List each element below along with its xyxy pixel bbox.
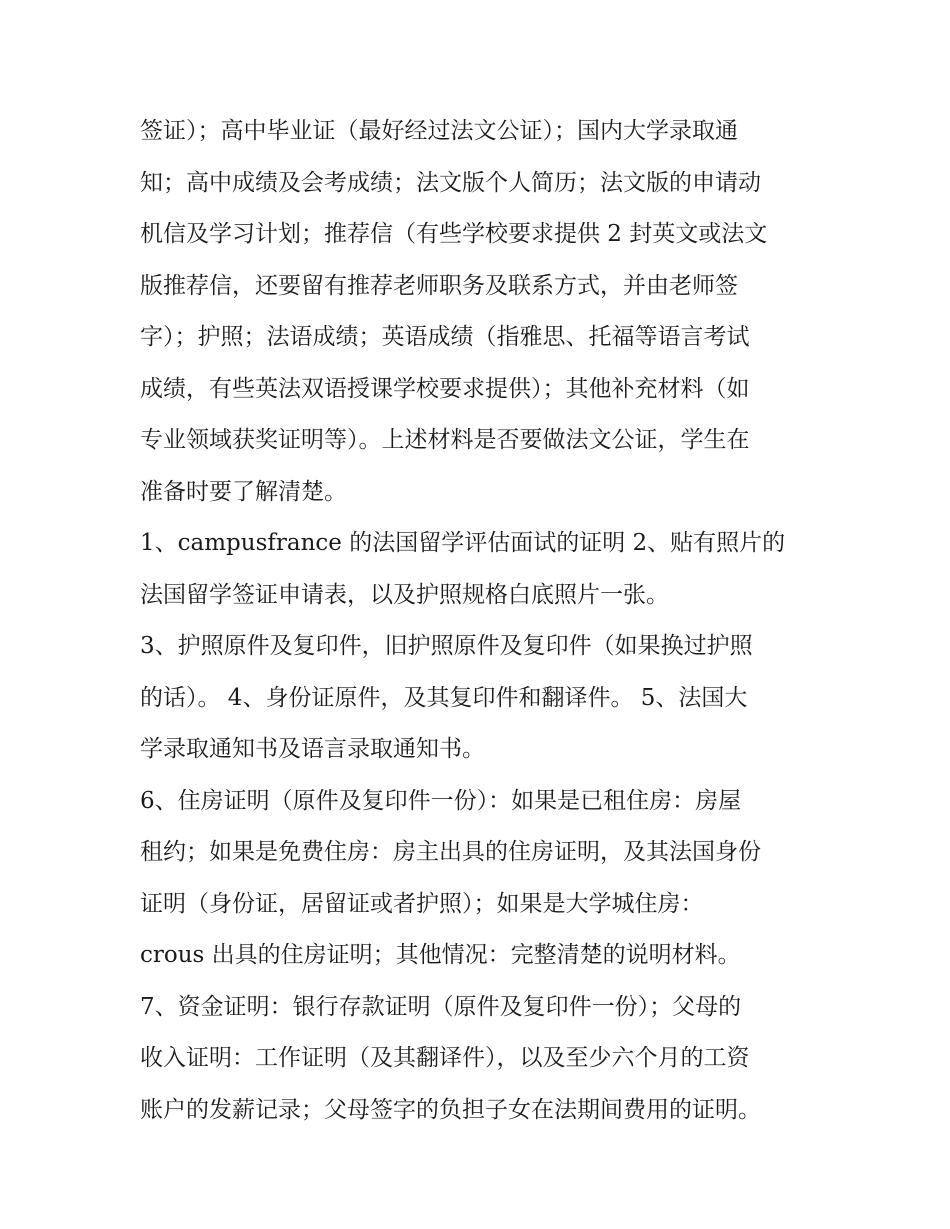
list-item-3: 3、护照原件及复印件，旧护照原件及复印件（如果换过护照 (140, 633, 753, 659)
text-line: 字）；护照；法语成绩；英语成绩（指雅思、托福等语言考试 (140, 324, 750, 350)
text-line: 收入证明：工作证明（及其翻译件），以及至少六个月的工资 (140, 1045, 750, 1071)
list-item-7: 7、资金证明：银行存款证明（原件及复印件一份）；父母的 (140, 993, 742, 1020)
text-line: 租约；如果是免费住房：房主出具的住房证明，及其法国身份 (140, 839, 761, 865)
text-line: 的话）。 4、身份证原件，及其复印件和翻译件。 5、法国大 (140, 684, 748, 711)
list-item-1: 1、campusfrance 的法国留学评估面试的证明 2、贴有照片的 (140, 530, 786, 556)
text-line: 法国留学签证申请表，以及护照规格白底照片一张。 (140, 581, 669, 608)
text-line: 准备时要了解清楚。 (140, 478, 347, 505)
text-line: 证明（身份证，居留证或者护照）；如果是大学城住房： (140, 890, 704, 917)
text-line: 学录取通知书及语言录取通知书。 (140, 736, 485, 762)
list-item-6: 6、住房证明（原件及复印件一份）：如果是已租住房：房屋 (140, 787, 742, 814)
text-line: 成绩，有些英法双语授课学校要求提供）；其他补充材料（如 (140, 375, 750, 402)
text-line: 签证）；高中毕业证（最好经过法文公证）；国内大学录取通 (140, 118, 738, 144)
document-body (140, 106, 816, 1136)
text-line: 账户的发薪记录；父母签字的负担子女在法期间费用的证明。 (140, 1096, 761, 1123)
text-line: 机信及学习计划；推荐信（有些学校要求提供 2 封英文或法文 (140, 221, 768, 247)
text-line: 版推荐信，还要留有推荐老师职务及联系方式，并由老师签 (140, 272, 738, 299)
text-line: crous 出具的住房证明；其他情况：完整清楚的说明材料。 (140, 942, 741, 968)
text-line: 专业领域获奖证明等）。上述材料是否要做法文公证，学生在 (140, 427, 750, 453)
text-line: 知；高中成绩及会考成绩；法文版个人简历；法文版的申请动 (140, 169, 761, 196)
